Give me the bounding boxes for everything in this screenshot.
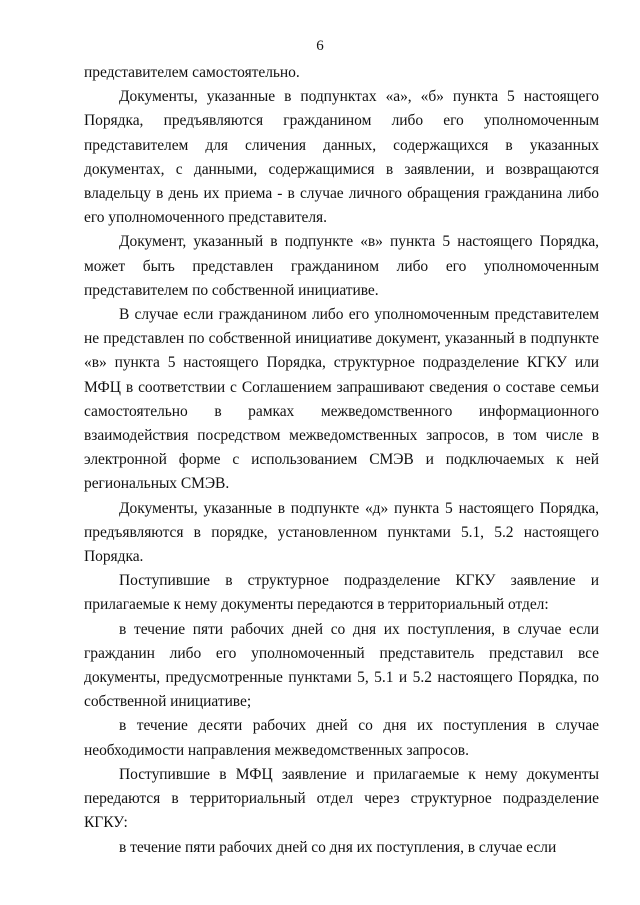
page-number: 6 — [316, 38, 324, 54]
paragraph-ten-days: в течение десяти рабочих дней со дня их поступления в случае необходимости направления межведомственных запросов. — [84, 717, 599, 759]
paragraph-five-days: в течение пяти рабочих дней со дня их поступления, в случае если гражданин либо его уполномоченный представитель представил все документы, предусмотренные пунктами 5, 5.1 и 5.2 настоящего Порядка, по собственной инициативе; — [84, 620, 599, 711]
paragraph-kgku-transfer: Поступившие в структурное подразделение КГКУ заявление и прилагаемые к нему документы передаются в территориальный отдел: — [84, 572, 599, 614]
paragraph-interagency-request: В случае если гражданином либо его уполномоченным представителем не представлен по собственной инициативе документ, указанный в подпункте «в» пункта 5 настоящего Порядка, структурное подразделение КГКУ или МФЦ в соответствии с Соглашением запрашивают сведения о составе семьи самостоятельно в рамках межведомственного информационного взаимодействия посредством межведомственных запросов, в том числе в электронной форме с использованием СМЭВ и подключаемых к ней региональных СМЭВ. — [84, 306, 599, 493]
paragraph-document-v: Документ, указанный в подпункте «в» пункта 5 настоящего Порядка, может быть представлен гражданином либо его уполномоченным представителем по собственной инициативе. — [84, 233, 599, 299]
paragraph-documents-d: Документы, указанные в подпункте «д» пункта 5 настоящего Порядка, предъявляются в порядке, установленном пунктами 5.1, 5.2 настоящего Порядка. — [84, 499, 599, 566]
paragraph-five-days-mfc: в течение пяти рабочих дней со дня их поступления, в случае если — [119, 838, 557, 856]
paragraph-mfc-transfer: Поступившие в МФЦ заявление и прилагаемые к нему документы передаются в территориальный отдел через структурное подразделение КГКУ: — [84, 765, 599, 832]
paragraph-documents-a-b: Документы, указанные в подпунктах «а», «б» пункта 5 настоящего Порядка, предъявляются гражданином либо его уполномоченным представителем для сличения данных, содержащихся в указанных документах, с данными, содержащимися в заявлении, и возвращаются владельцу в день их приема - в случае личного обращения гражданина либо его уполномоченного представителя. — [84, 88, 599, 227]
document-body — [84, 61, 599, 860]
paragraph-continuation: представителем самостоятельно. — [84, 64, 300, 81]
